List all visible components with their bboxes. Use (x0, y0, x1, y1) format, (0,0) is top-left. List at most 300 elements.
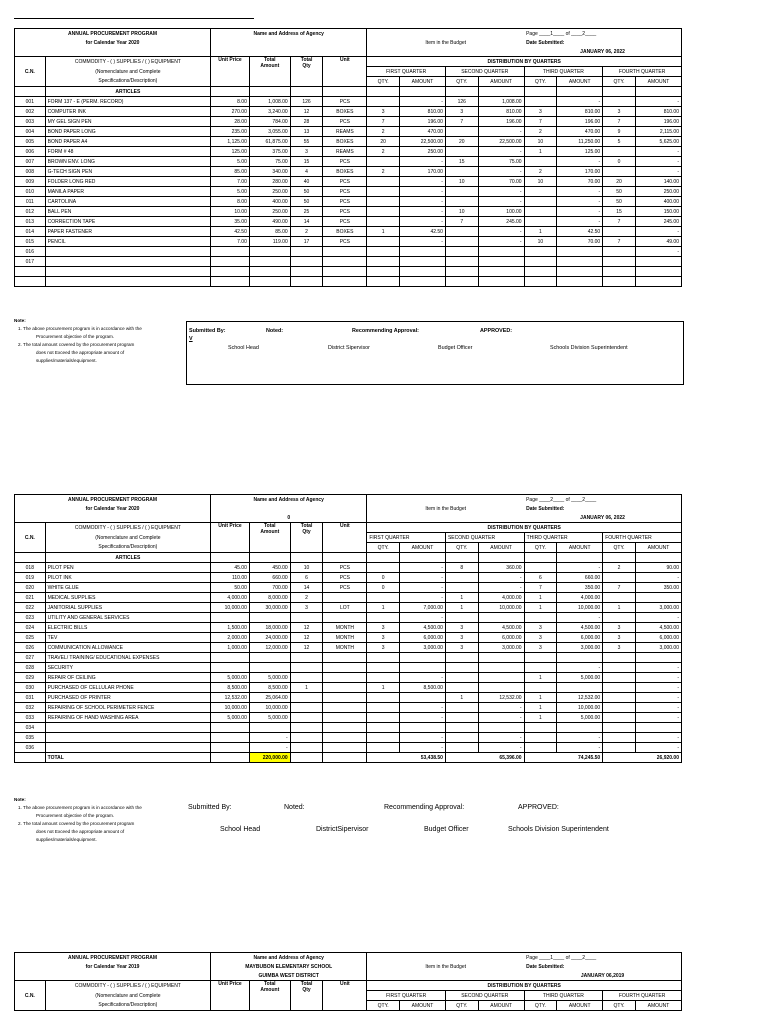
table-cell: 8,500.00 (211, 683, 250, 693)
table-cell: 1 (524, 703, 557, 713)
table-cell: 1,008.00 (249, 97, 290, 107)
table-cell: - (400, 207, 446, 217)
table-cell: - (400, 593, 446, 603)
table-cell: 2 (524, 127, 557, 137)
table-cell (15, 277, 46, 287)
table-cell (557, 277, 603, 287)
table-cell: 7 (367, 117, 400, 127)
table-cell: 10 (524, 237, 557, 247)
table-cell (211, 613, 250, 623)
table-cell: - (635, 167, 681, 177)
table-cell: MY GEL SIGN PEN (45, 117, 210, 127)
table-cell: 4,000.00 (211, 593, 250, 603)
table-cell: 100.00 (478, 207, 524, 217)
articles-heading: ARTICLES (45, 87, 210, 97)
table-cell (249, 723, 290, 733)
table-cell: 490.00 (249, 217, 290, 227)
table-row (15, 623, 682, 633)
table-cell: 110.00 (211, 573, 250, 583)
form-3-table (14, 952, 682, 1011)
table-cell: 30,000.00 (249, 603, 290, 613)
table-cell (524, 277, 557, 287)
table-cell: 250.00 (635, 187, 681, 197)
table-cell: PCS (323, 97, 367, 107)
table-cell: PURCHASED OF PRINTER (45, 693, 210, 703)
table-cell: 7 (603, 117, 636, 127)
table-cell (524, 723, 557, 733)
table-cell (249, 277, 290, 287)
table-cell: 20 (445, 137, 478, 147)
table-cell (603, 277, 636, 287)
table-row (15, 147, 682, 157)
table-cell: PCS (323, 197, 367, 207)
table-cell: 2 (367, 147, 400, 157)
table-cell: - (478, 703, 524, 713)
table-cell (249, 653, 290, 663)
table-cell (635, 593, 681, 603)
table-cell (367, 257, 400, 267)
table-cell (524, 207, 557, 217)
table-cell: 10,000.00 (478, 603, 524, 613)
table-cell: - (635, 247, 681, 257)
table-cell: 50 (603, 197, 636, 207)
table-row (15, 593, 682, 603)
table-row (15, 743, 682, 753)
table-cell (367, 207, 400, 217)
table-cell: MEDICAL SUPPLIES (45, 593, 210, 603)
table-cell (603, 693, 636, 703)
agency-label: Name and Address of Agency (211, 29, 367, 39)
table-cell: REAMS (323, 127, 367, 137)
table-cell: BOXES (323, 167, 367, 177)
table-cell (445, 743, 478, 753)
table-cell: 3 (603, 623, 636, 633)
table-cell: 8,500.00 (400, 683, 446, 693)
table-cell: 014 (15, 227, 46, 237)
table-cell: 15 (290, 157, 323, 167)
table-cell: MONTH (323, 643, 367, 653)
table-cell (445, 237, 478, 247)
table-cell: 125.00 (557, 147, 603, 157)
table-cell: 28 (290, 117, 323, 127)
table-cell: 6,000.00 (557, 633, 603, 643)
table-cell: - (557, 97, 603, 107)
table-cell (557, 267, 603, 277)
table-cell: - (400, 703, 446, 713)
table-row (15, 227, 682, 237)
table-cell (290, 723, 323, 733)
table-cell (290, 703, 323, 713)
table-cell: 350.00 (557, 583, 603, 593)
table-cell (478, 673, 524, 683)
table-cell (323, 713, 367, 723)
table-cell: 8 (445, 563, 478, 573)
table-cell (290, 743, 323, 753)
form-2-rows (15, 563, 682, 753)
table-cell: 3 (367, 643, 400, 653)
table-cell: - (635, 703, 681, 713)
table-cell (603, 267, 636, 277)
table-cell: 009 (15, 177, 46, 187)
table-cell (445, 653, 478, 663)
table-cell: REPAIRING OF SCHOOL PERIMETER FENCE (45, 703, 210, 713)
table-cell: PCS (323, 157, 367, 167)
table-cell (603, 663, 636, 673)
table-cell: - (400, 713, 446, 723)
table-cell: 42.50 (211, 227, 250, 237)
table-cell: 2 (290, 227, 323, 237)
table-cell (367, 593, 400, 603)
table-cell: - (557, 663, 603, 673)
table-cell: 3 (445, 623, 478, 633)
table-cell: 3 (445, 107, 478, 117)
table-cell: 3 (290, 147, 323, 157)
table-cell (367, 247, 400, 257)
table-cell: 18,000.00 (249, 623, 290, 633)
table-cell: - (478, 127, 524, 137)
table-cell: - (635, 227, 681, 237)
table-cell: 50 (290, 187, 323, 197)
table-cell (249, 257, 290, 267)
table-cell (249, 247, 290, 257)
table-cell (290, 693, 323, 703)
table-cell (211, 743, 250, 753)
table-cell: 3 (524, 623, 557, 633)
table-cell: 5,000.00 (557, 673, 603, 683)
table-cell (445, 723, 478, 733)
table-cell: BOND PAPER A4 (45, 137, 210, 147)
table-row (15, 267, 682, 277)
table-row (15, 117, 682, 127)
table-row (15, 613, 682, 623)
table-cell (603, 167, 636, 177)
table-cell: 10 (445, 207, 478, 217)
table-cell (557, 247, 603, 257)
table-cell (367, 653, 400, 663)
table-cell: 15 (603, 207, 636, 217)
table-cell: PAPER FASTENER (45, 227, 210, 237)
table-cell: 11,250.00 (557, 137, 603, 147)
table-cell (367, 713, 400, 723)
table-cell: 250.00 (249, 207, 290, 217)
table-cell (45, 247, 210, 257)
table-cell: 35.00 (211, 217, 250, 227)
table-cell: 4,500.00 (557, 623, 603, 633)
table-cell: 810.00 (635, 107, 681, 117)
table-cell: 7,000.00 (400, 603, 446, 613)
table-cell (478, 277, 524, 287)
table-cell: 005 (15, 137, 46, 147)
table-cell (524, 187, 557, 197)
table-row (15, 713, 682, 723)
table-cell: - (635, 663, 681, 673)
table-cell (603, 653, 636, 663)
table-cell: 280.00 (249, 177, 290, 187)
table-cell (290, 277, 323, 287)
table-cell (603, 683, 636, 693)
table-cell: 7 (603, 217, 636, 227)
table-cell: 85.00 (249, 227, 290, 237)
table-cell: - (400, 673, 446, 683)
table-cell: 50.00 (211, 583, 250, 593)
table-cell: - (400, 187, 446, 197)
table-cell: 1 (603, 603, 636, 613)
table-cell: 1 (524, 147, 557, 157)
table-cell: FOLDER LONG RED (45, 177, 210, 187)
table-cell: 12 (290, 623, 323, 633)
table-cell (211, 247, 250, 257)
table-cell: 40 (290, 177, 323, 187)
table-cell: 028 (15, 663, 46, 673)
table-cell: 70.00 (557, 177, 603, 187)
table-cell (211, 663, 250, 673)
table-cell: 2 (603, 563, 636, 573)
table-cell: 810.00 (478, 107, 524, 117)
table-cell (211, 723, 250, 733)
table-cell: - (478, 583, 524, 593)
table-cell: BOND PAPER LONG (45, 127, 210, 137)
table-cell (445, 277, 478, 287)
table-cell (524, 663, 557, 673)
table-cell: 55 (290, 137, 323, 147)
table-cell: - (400, 157, 446, 167)
table-cell (367, 177, 400, 187)
table-cell (445, 167, 478, 177)
table-cell: 1,008.00 (478, 97, 524, 107)
table-cell (524, 257, 557, 267)
table-row (15, 207, 682, 217)
table-cell: 1,000.00 (211, 643, 250, 653)
table-cell (323, 723, 367, 733)
table-cell (15, 267, 46, 277)
table-cell: 8,500.00 (249, 683, 290, 693)
table-cell (445, 703, 478, 713)
table-cell (367, 157, 400, 167)
table-cell: 1,500.00 (211, 623, 250, 633)
table-cell: JANITORIAL SUPPLIES (45, 603, 210, 613)
table-cell: 20 (367, 137, 400, 147)
table-cell: 3 (445, 633, 478, 643)
table-cell (635, 277, 681, 287)
table-cell: 3,000.00 (557, 643, 603, 653)
table-cell: 0 (367, 583, 400, 593)
table-cell: 8,000.00 (249, 593, 290, 603)
table-cell: 033 (15, 713, 46, 723)
table-cell: 1 (524, 227, 557, 237)
table-cell (557, 683, 603, 693)
table-row (15, 563, 682, 573)
table-cell (400, 277, 446, 287)
table-cell: 006 (15, 147, 46, 157)
table-cell: UTILITY AND GENERAL SERVICES (45, 613, 210, 623)
table-row (15, 177, 682, 187)
table-cell: 018 (15, 563, 46, 573)
table-row (15, 633, 682, 643)
table-cell: 3 (367, 623, 400, 633)
table-cell: 5.00 (211, 187, 250, 197)
table-cell: TRAVEL/ TRAINING/ EDUCATIONAL EXPENSES (45, 653, 210, 663)
table-cell: 002 (15, 107, 46, 117)
table-cell: 24,000.00 (249, 633, 290, 643)
table-cell: 001 (15, 97, 46, 107)
table-row (15, 187, 682, 197)
table-cell: BOXES (323, 137, 367, 147)
item-budget-label: Item in the Budget (367, 38, 524, 47)
table-cell: - (249, 733, 290, 743)
q2-total: 65,396.00 (445, 753, 524, 763)
table-cell: WHITE GLUE (45, 583, 210, 593)
table-cell: LOT (323, 603, 367, 613)
table-cell: - (478, 713, 524, 723)
table-cell (323, 613, 367, 623)
table-cell: 125.00 (211, 147, 250, 157)
table-cell: - (635, 573, 681, 583)
table-cell (478, 247, 524, 257)
table-cell (445, 733, 478, 743)
table-cell (445, 683, 478, 693)
form-1-header: ANNUAL PROCUREMENT PROGRAM Name and Address of Agency Page ____1____ of ____2____ for Calendar Year 2020 Item in the Budget Date Submitted: JANUARY 06, 2022 C.N. COMMODITY - ( ) SUPPLIES / ( ) EQUIPMENT Unit Price Total Amount Total Qty Unit DISTRIBUTION BY QUARTERS (Nomenclature and Complete FIRST QUARTER SECOND QUARTER THIRD QUARTER FOURTH QUARTER Specifications/Description) QTY. AMOUNT QTY. AMOUNT QTY. AMOUNT QTY. AMOUNT ARTICLES (15, 29, 682, 97)
table-cell: 012 (15, 207, 46, 217)
table-row (15, 723, 682, 733)
table-cell: 12 (290, 643, 323, 653)
table-cell: 70.00 (557, 237, 603, 247)
table-cell: 119.00 (249, 237, 290, 247)
table-cell: 4,000.00 (478, 593, 524, 603)
table-cell: 235.00 (211, 127, 250, 137)
table-cell: 035 (15, 733, 46, 743)
table-cell (367, 563, 400, 573)
table-cell: 3,055.00 (249, 127, 290, 137)
table-cell: 75.00 (478, 157, 524, 167)
table-cell (603, 723, 636, 733)
form-1-table (14, 28, 682, 287)
table-cell: - (557, 207, 603, 217)
table-cell (603, 673, 636, 683)
table-row (15, 237, 682, 247)
table-cell (445, 663, 478, 673)
table-cell (400, 723, 446, 733)
table-cell: FORM 137 - E (PERM. RECORD) (45, 97, 210, 107)
table-cell (445, 257, 478, 267)
table-cell: 126 (290, 97, 323, 107)
table-cell: 25 (290, 207, 323, 217)
table-row (15, 583, 682, 593)
table-cell: 4,500.00 (635, 623, 681, 633)
table-cell: - (635, 147, 681, 157)
table-cell: COMMUNICATION ALLOWANCE (45, 643, 210, 653)
table-cell: 015 (15, 237, 46, 247)
table-row (15, 257, 682, 267)
table-cell (45, 743, 210, 753)
table-cell (211, 267, 250, 277)
table-cell (478, 267, 524, 277)
table-cell: 4,500.00 (400, 623, 446, 633)
page-indicator: Page ____1____ of ____2____ (524, 953, 681, 963)
table-cell (367, 673, 400, 683)
calendar-year: for Calendar Year 2020 (15, 38, 211, 47)
table-cell: 3,000.00 (635, 643, 681, 653)
table-row (15, 127, 682, 137)
table-cell: 400.00 (635, 197, 681, 207)
table-cell (323, 653, 367, 663)
table-cell (249, 663, 290, 673)
total-label: TOTAL (45, 753, 210, 763)
table-cell (367, 277, 400, 287)
table-cell: 42.50 (557, 227, 603, 237)
table-cell (367, 693, 400, 703)
table-cell (400, 693, 446, 703)
table-cell: 3 (367, 107, 400, 117)
table-cell: 023 (15, 613, 46, 623)
table-cell (445, 227, 478, 237)
table-cell (603, 257, 636, 267)
table-cell: 3 (445, 643, 478, 653)
table-cell: PCS (323, 187, 367, 197)
table-cell (367, 663, 400, 673)
table-row (15, 663, 682, 673)
table-cell: 10 (524, 177, 557, 187)
table-cell (524, 267, 557, 277)
table-cell (323, 673, 367, 683)
table-cell (400, 247, 446, 257)
table-cell: 0 (603, 157, 636, 167)
table-cell (524, 733, 557, 743)
table-row (15, 603, 682, 613)
table-cell: - (400, 743, 446, 753)
table-cell: PENCIL (45, 237, 210, 247)
table-cell: 196.00 (400, 117, 446, 127)
table-cell: 20 (603, 177, 636, 187)
page-indicator: Page ____2____ of ____2____ (524, 495, 681, 505)
table-cell: 3,000.00 (400, 643, 446, 653)
table-cell (445, 713, 478, 723)
procurement-form-2 (14, 494, 682, 763)
table-cell: 7.00 (211, 237, 250, 247)
table-cell: 170.00 (400, 167, 446, 177)
table-cell (323, 277, 367, 287)
table-cell (478, 257, 524, 267)
table-cell (524, 217, 557, 227)
date-submitted-label: Date Submitted: (524, 38, 681, 47)
table-cell (367, 613, 400, 623)
table-cell: 003 (15, 117, 46, 127)
table-cell: - (478, 743, 524, 753)
form-1-notes: Note: 1. The above procurement program is in accordance with the Procurement objective of the program. 2. The total amount covered by the procurement program does not Exceed the appropriate amount of supplies/materials/equipment. Submitted By: V Noted: Recommending Approval: APPROVED: School Head District Sipervisor Budget Officer Schools Division Superintendent (14, 317, 682, 383)
table-cell (524, 683, 557, 693)
table-cell: - (635, 683, 681, 693)
table-row (15, 693, 682, 703)
page-indicator: Page ____1____ of ____2____ (524, 29, 681, 39)
grand-total: 220,000.00 (249, 753, 290, 763)
q3-total: 74,245.50 (524, 753, 603, 763)
table-cell (323, 693, 367, 703)
table-cell: 1 (524, 713, 557, 723)
table-cell: 360.00 (478, 563, 524, 573)
table-cell: 3 (367, 633, 400, 643)
table-cell: PCS (323, 207, 367, 217)
table-cell (400, 663, 446, 673)
table-cell: - (478, 167, 524, 177)
table-cell (323, 663, 367, 673)
table-cell: - (400, 613, 446, 623)
table-cell (603, 703, 636, 713)
table-cell: 7.00 (211, 177, 250, 187)
table-row (15, 97, 682, 107)
table-cell: 75.00 (249, 157, 290, 167)
table-cell: 5,625.00 (635, 137, 681, 147)
table-cell (367, 97, 400, 107)
table-cell: 50 (290, 197, 323, 207)
